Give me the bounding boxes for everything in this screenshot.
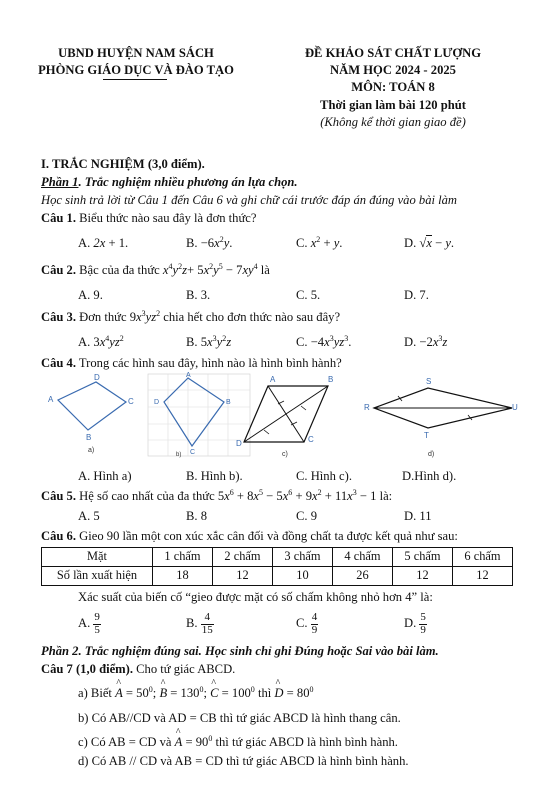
table-header-cell: 5 chấm — [393, 548, 453, 567]
q3-a-letter: A. — [78, 335, 94, 349]
q5-option-b: B. 8 — [186, 509, 207, 523]
q2-stem: Câu 2. Bậc của đa thức $x^4y^2z+ 5x^2y^5 - 7xy^4$ là — [41, 262, 270, 277]
fig-d-label-r: R — [364, 403, 370, 412]
q4-option-c: C. Hình c). — [296, 469, 352, 483]
fig-b-caption: b) — [176, 452, 182, 458]
fig-d-label-u: U — [512, 403, 518, 412]
q3-option-d: D. $-2x^3z$ — [404, 334, 448, 349]
section-title: I. TRẮC NGHIỆM (3,0 điểm). — [41, 157, 205, 171]
q6-b-num: 4 — [201, 612, 214, 625]
q1-label: Câu 1. — [41, 211, 76, 225]
q6-c-den: 9 — [311, 623, 318, 636]
q2-tail: là — [257, 263, 270, 277]
header-left-underline — [103, 79, 167, 80]
q1-a-letter: A. — [78, 236, 94, 250]
fig-b-label-b: B — [226, 399, 231, 406]
q1-option-a: A. 2x + 1. — [78, 236, 129, 250]
header-right-line2: NĂM HỌC 2024 - 2025 — [330, 63, 456, 77]
fig-c-caption: c) — [282, 451, 288, 458]
header-right-line1: ĐỀ KHẢO SÁT CHẤT LƯỢNG — [304, 46, 482, 60]
q4-stem — [41, 356, 342, 372]
table-header-cell: Mặt — [42, 548, 153, 567]
table-cell: 10 — [273, 567, 333, 586]
q6-b-letter: B. — [186, 615, 201, 630]
q5-option-c: C. 9 — [296, 509, 317, 523]
q5-label: Câu 5. — [41, 489, 76, 503]
q1-text: Biểu thức nào sau đây là đơn thức? — [76, 211, 257, 225]
q4-label: Câu 4. — [41, 356, 76, 370]
header-right-line4: Thời gian làm bài 120 phút — [320, 98, 466, 112]
q6-d-letter: D. — [404, 615, 420, 630]
q4-option-b: B. Hình b). — [186, 469, 243, 483]
q6-stem — [41, 529, 458, 545]
q3-d-letter: D. — [404, 335, 420, 349]
q3-c-letter: C. — [296, 335, 311, 349]
q4-option-d: D.Hình d). — [402, 469, 457, 483]
q5-option-d: D. 11 — [404, 509, 432, 523]
header-right-line3: MÔN: TOÁN 8 — [351, 80, 435, 94]
q6-a-letter: A. — [78, 615, 94, 630]
q1-option-b: B. $-6x^2y$. — [186, 235, 233, 250]
q5-text: Hệ số cao nhất của đa thức — [76, 489, 218, 503]
table-cell: 12 — [393, 567, 453, 586]
figure-b — [148, 372, 250, 458]
q2-option-b: B. 3. — [186, 288, 211, 302]
fig-c-label-a: A — [270, 375, 276, 384]
fig-c-label-d: D — [236, 439, 242, 448]
q1-stem — [41, 211, 256, 227]
q2-option-d: D. 7. — [404, 288, 429, 302]
fig-b-label-a: A — [186, 372, 191, 379]
fig-a-label-a: A — [48, 395, 54, 404]
part1-label: Phần 1 — [41, 175, 79, 189]
q6-option-c — [296, 612, 318, 636]
q7-item-a: a) Biết ^ $A = 50^0$; ^ $B = 130^0$; ^ $C = 100^0$ thì ^ $D = 80^0$ — [78, 686, 314, 702]
q7-a-text: a) Biết — [78, 686, 116, 700]
fig-d-caption: d) — [428, 451, 435, 458]
q5-option-a: A. 5 — [78, 509, 100, 523]
q7-stem — [41, 662, 235, 678]
q6-option-d — [404, 612, 427, 636]
q3-tail: chia hết cho đơn thức nào sau đây? — [160, 310, 341, 324]
q3-option-b: B. $5x^3y^2z$ — [186, 334, 232, 349]
figure-d — [364, 377, 518, 458]
q6-prob-text: Xác suất của biến cố “gieo được mặt có số chấm không nhỏ hơn 4” là: — [78, 590, 433, 604]
q7-item-b: b) Có AB//CD và AD = CB thì tứ giác ABCD là hình thang cân. — [78, 711, 401, 725]
q3-label: Câu 3. — [41, 310, 76, 324]
part1-instruction: Học sinh trả lời từ Câu 1 đến Câu 6 và ghi chữ cái trước đáp án đúng vào bài làm — [41, 193, 458, 207]
table-header-cell: 2 chấm — [213, 548, 273, 567]
part1-heading — [41, 175, 298, 191]
fig-a-label-b: B — [86, 433, 92, 442]
q6-d-den: 9 — [420, 623, 426, 636]
q3-stem: Câu 3. Đơn thức $9x^3yz^2$ chia hết cho đơn thức nào sau đây? — [41, 309, 341, 324]
table-header-cell: 3 chấm — [273, 548, 333, 567]
table-header-row — [42, 548, 513, 567]
q6-text: Gieo 90 lần một con xúc xắc cân đối và đồng chất ta được kết quả như sau: — [76, 529, 458, 543]
q7-a-tail: thì — [254, 686, 275, 700]
fig-c-label-c: C — [308, 435, 314, 444]
fig-a-caption: a) — [88, 447, 95, 454]
q7-c-tail: thì tứ giác ABCD là hình bình hành. — [212, 735, 398, 749]
q5-tail: là: — [376, 489, 393, 503]
fig-d-label-s: S — [426, 377, 432, 386]
q6-label: Câu 6. — [41, 529, 76, 543]
q1-option-d: D. √x − y. — [404, 236, 455, 250]
q7-c-text: c) Có AB = CD và — [78, 735, 175, 749]
table-cell: 12 — [213, 567, 273, 586]
fig-c-label-b: B — [328, 375, 334, 384]
q2-text: Bậc của đa thức — [76, 263, 163, 277]
q1-option-c: C. $x^2 + y$. — [296, 235, 343, 250]
header-right-line5: (Không kể thời gian giao đề) — [320, 115, 466, 129]
table-cell: 26 — [333, 567, 393, 586]
table-cell: Số lần xuất hiện — [42, 567, 153, 586]
fig-b-label-c: C — [190, 449, 196, 456]
table-cell: 18 — [153, 567, 213, 586]
q2-option-a: A. 9. — [78, 288, 103, 302]
part2-title: Phần 2. Trắc nghiệm đúng sai. Học sinh chỉ ghi Đúng hoặc Sai vào bài làm. — [41, 644, 439, 658]
q7-item-d: d) Có AB // CD và AB = CD thì tứ giác ABCD là hình bình hành. — [78, 754, 409, 768]
q1-d-letter: D. — [404, 236, 420, 250]
table-cell: 12 — [453, 567, 513, 586]
fig-a-label-c: C — [128, 397, 134, 406]
q2-label: Câu 2. — [41, 263, 76, 277]
table-row — [42, 567, 513, 586]
q6-b-den: 15 — [201, 623, 213, 636]
q3-option-a: A. $3x^4yz^2$ — [78, 334, 124, 349]
q6-option-a — [78, 612, 101, 636]
header-left-line1: UBND HUYỆN NAM SÁCH — [58, 46, 214, 60]
q4-text: Trong các hình sau đây, hình nào là hình bình hành? — [76, 356, 342, 370]
q6-d-num: 5 — [420, 611, 426, 623]
q3-option-c: C. $-4x^3yz^3$. — [296, 334, 352, 349]
q7-label: Câu 7 (1,0 điểm). — [41, 662, 133, 676]
dice-table — [41, 547, 513, 586]
fig-b-label-d: D — [154, 399, 160, 406]
q6-a-den: 5 — [94, 623, 100, 636]
q7-text: Cho tứ giác ABCD. — [133, 662, 236, 676]
table-header-cell: 4 chấm — [333, 548, 393, 567]
q3-text: Đơn thức — [76, 310, 130, 324]
q4-option-a: A. Hình a) — [78, 469, 132, 483]
header-left-line2: PHÒNG GIÁO DỤC VÀ ĐÀO TẠO — [38, 63, 234, 77]
fig-d-label-t: T — [424, 431, 429, 440]
fig-a-label-d: D — [94, 373, 100, 382]
q4-figures — [36, 372, 516, 464]
part1-title: . Trắc nghiệm nhiều phương án lựa chọn. — [78, 175, 298, 189]
q6-a-num: 9 — [94, 611, 100, 623]
q6-c-num: 4 — [311, 611, 318, 623]
q1-c-letter: C. — [296, 236, 311, 250]
q3-b-letter: B. — [186, 335, 201, 349]
q2-option-c: C. 5. — [296, 288, 321, 302]
figure-c — [236, 375, 333, 458]
q6-c-letter: C. — [296, 615, 311, 630]
q5-stem: Câu 5. Hệ số cao nhất của đa thức $5x^6 + 8x^5 - 5x^6 + 9x^2 + 11x^3 - 1$ là: — [41, 488, 393, 503]
q1-b-letter: B. — [186, 236, 201, 250]
table-header-cell: 6 chấm — [453, 548, 513, 567]
table-header-cell: 1 chấm — [153, 548, 213, 567]
q7-item-c: c) Có AB = CD và ^ $A = 90^0$ thì tứ giác ABCD là hình bình hành. — [78, 735, 398, 751]
q6-option-b — [186, 612, 214, 636]
figure-a — [48, 373, 134, 454]
